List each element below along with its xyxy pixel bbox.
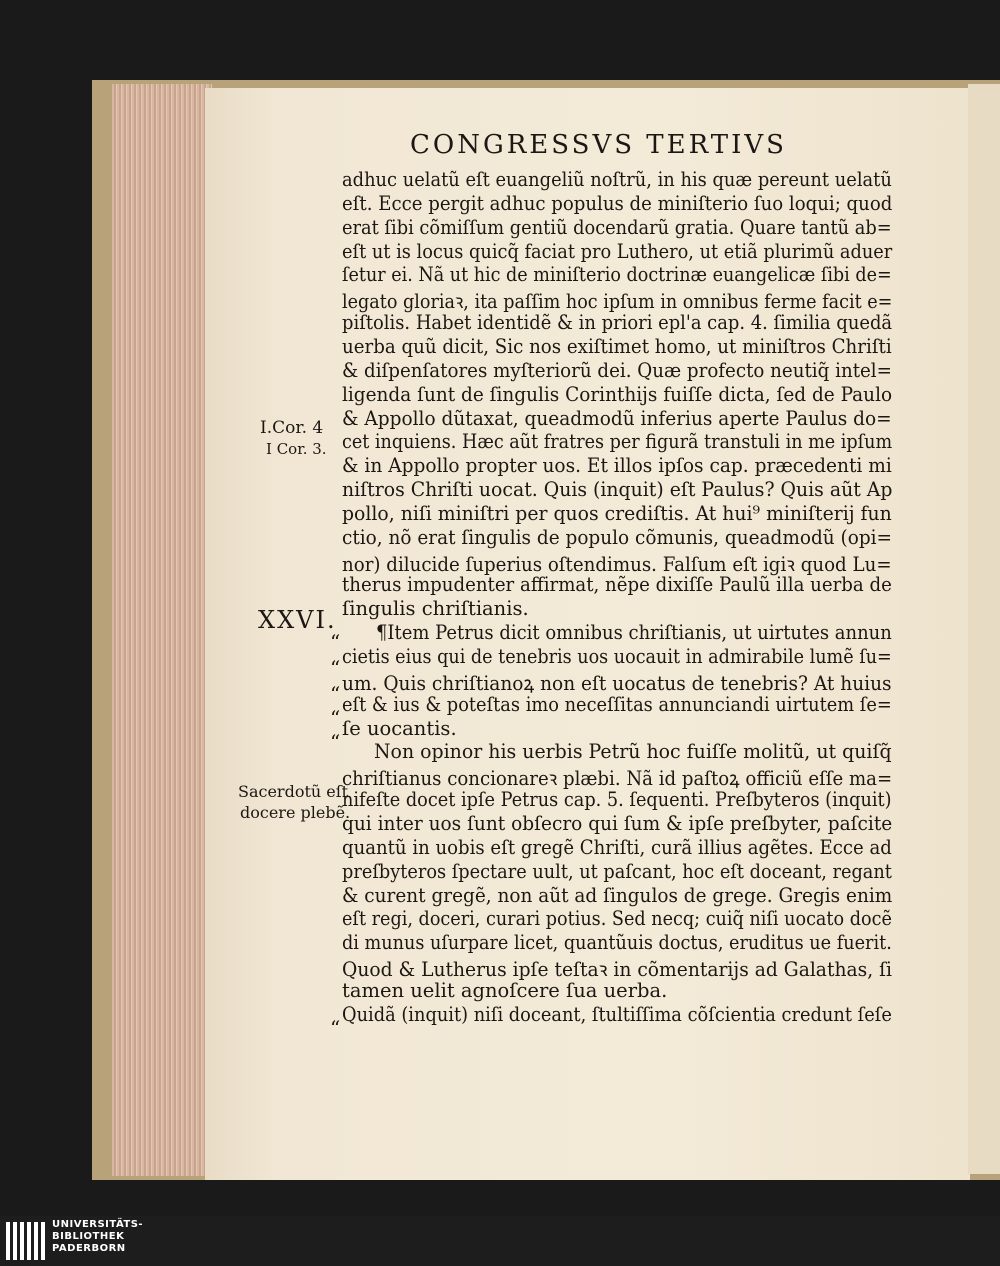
text-line: Quidã (inquit) niſi doceant, ſtultiſſima cõſcientia credunt ſeſe [342, 1002, 892, 1026]
text-line: ſingulis chriſtianis. [342, 597, 529, 621]
text-line: uerba quũ dicit, Sic nos exiſtimet homo, ut miniſtros Chriſti [342, 334, 892, 358]
text-line: quantũ in uobis eſt gregẽ Chriſti, curã illius agẽtes. Ecce ad [342, 835, 892, 859]
quote-mark: “ [330, 706, 341, 730]
facing-page-edge [968, 84, 1000, 1174]
text-line: & Appollo dũtaxat, queadmodũ inferius aperte Paulus do= [342, 406, 892, 430]
text-line: pollo, niſi miniſtri per quos crediſtis. At hui⁹ miniſterij fun [342, 501, 892, 525]
text-line: eſt ut is locus quicq̃ faciat pro Luthero, ut etiã plurimũ aduer [342, 239, 893, 263]
text-line: preſbyteros ſpectare uult, ut paſcant, hoc eſt doceant, regant [342, 859, 892, 883]
quote-mark: “ [330, 630, 341, 654]
library-footer [0, 1216, 1000, 1266]
quote-mark: “ [330, 730, 341, 754]
text-line: adhuc uelatũ eſt euangeliũ noſtrũ, in his quæ pereunt uelatũ [342, 168, 892, 191]
text-line: Non opinor his uerbis Petrũ hoc fuiſſe molitũ, ut quiſq̃ [374, 740, 892, 764]
text-line: cietis eius qui de tenebris uos uocauit in admirabile lumẽ ſu= [342, 645, 892, 668]
text-line: di munus uſurpare licet, quantũuis doctus, eruditus ue fuerit. [342, 931, 892, 955]
text-line: & curent gregẽ, non aũt ad ſingulos de grege. Gregis enim [342, 883, 893, 907]
library-name-line-3: PADERBORN [52, 1243, 126, 1254]
text-line: nor) dilucide ſuperius oſtendimus. Falſum eſt igiꝛ quod Lu= [342, 552, 892, 576]
text-line: eſt regi, doceri, curari potius. Sed necq; cuiq̃ niſi uocato docẽ [342, 907, 892, 931]
margin-reference-1: I.Cor. 4 [260, 418, 324, 438]
text-line: tamen uelit agnoſcere ſua uerba. [342, 978, 668, 1002]
text-line: eſt. Ecce pergit adhuc populus de miniſterio ſuo loqui; quod [342, 191, 893, 215]
text-line: therus impudenter affirmat, nẽpe dixiſſe Paulũ illa uerba de [342, 573, 892, 597]
library-name-line-1: UNIVERSITÄTS- [52, 1219, 144, 1230]
text-line: piſtolis. Habet identidẽ & in priori epl'a cap. 4. ſimilia quedã [342, 311, 893, 335]
text-line: legato gloriaꝛ, ita paſſim hoc ipſum in omnibus ferme facit e= [342, 290, 893, 314]
library-name-line-2: BIBLIOTHEK [52, 1231, 125, 1242]
text-line: qui inter uos ſunt obſecro qui ſum & ipſe preſbyter, paſcite [342, 811, 893, 835]
text-line: & in Appollo propter uos. Et illos ipſos cap. præcedenti mi [342, 454, 892, 478]
text-line: & diſpenſatores myſteriorũ dei. Quæ profecto neutiq̃ intel= [342, 358, 892, 382]
page-stack-edges [112, 84, 212, 1176]
text-line: eſt & ius & poteſtas imo neceſſitas annunciandi uirtutem ſe= [342, 692, 892, 716]
margin-note-line-2: docere plebẽ. [240, 803, 351, 822]
quote-mark: “ [330, 656, 341, 680]
text-line: nifeſte docet ipſe Petrus cap. 5. ſequenti. Preſbyteros (inquit) [342, 788, 892, 812]
running-head: CONGRESSVS TERTIVS [410, 130, 787, 160]
quote-mark: “ [330, 1016, 341, 1040]
text-line: erat ſibi cõmiſſum gentiũ docendarũ gratia. Quare tantũ ab= [342, 215, 892, 239]
text-line: niſtros Chriſti uocat. Quis (inquit) eſt Paulus? Quis aũt Ap [342, 478, 893, 502]
margin-reference-2: I Cor. 3. [266, 440, 327, 458]
text-line: um. Quis chriſtianoꝝ non eſt uocatus de tenebris? At huius [342, 671, 892, 695]
text-line: ctio, nõ erat ſingulis de populo cõmunis, queadmodũ (opi= [342, 525, 893, 549]
text-line: ligenda ſunt de ſingulis Corinthijs fuiſſe dicta, ſed de Paulo [342, 382, 893, 406]
text-line: cet inquiens. Hæc aũt fratres per figurã transtuli in me ipſum [342, 430, 893, 454]
text-line: chriſtianus concionareꝛ plæbi. Nã id paſtoꝝ officiũ eſſe ma= [342, 767, 893, 791]
text-line: Quod & Lutherus ipſe teſtaꝛ in cõmentarijs ad Galathas, ſi [342, 958, 892, 982]
text-line: ſetur ei. Nã ut hic de miniſterio doctrinæ euangelicæ ſibi de= [342, 263, 892, 287]
margin-note-line-1: Sacerdotũ eſt [238, 782, 349, 801]
library-logo-icon [6, 1222, 46, 1262]
section-number: XXVI. [258, 606, 337, 634]
text-line: ¶Item Petrus dicit omnibus chriſtianis, ut uirtutes annun [376, 621, 892, 645]
quote-mark: “ [330, 682, 341, 706]
text-line: ſe uocantis. [342, 716, 457, 740]
